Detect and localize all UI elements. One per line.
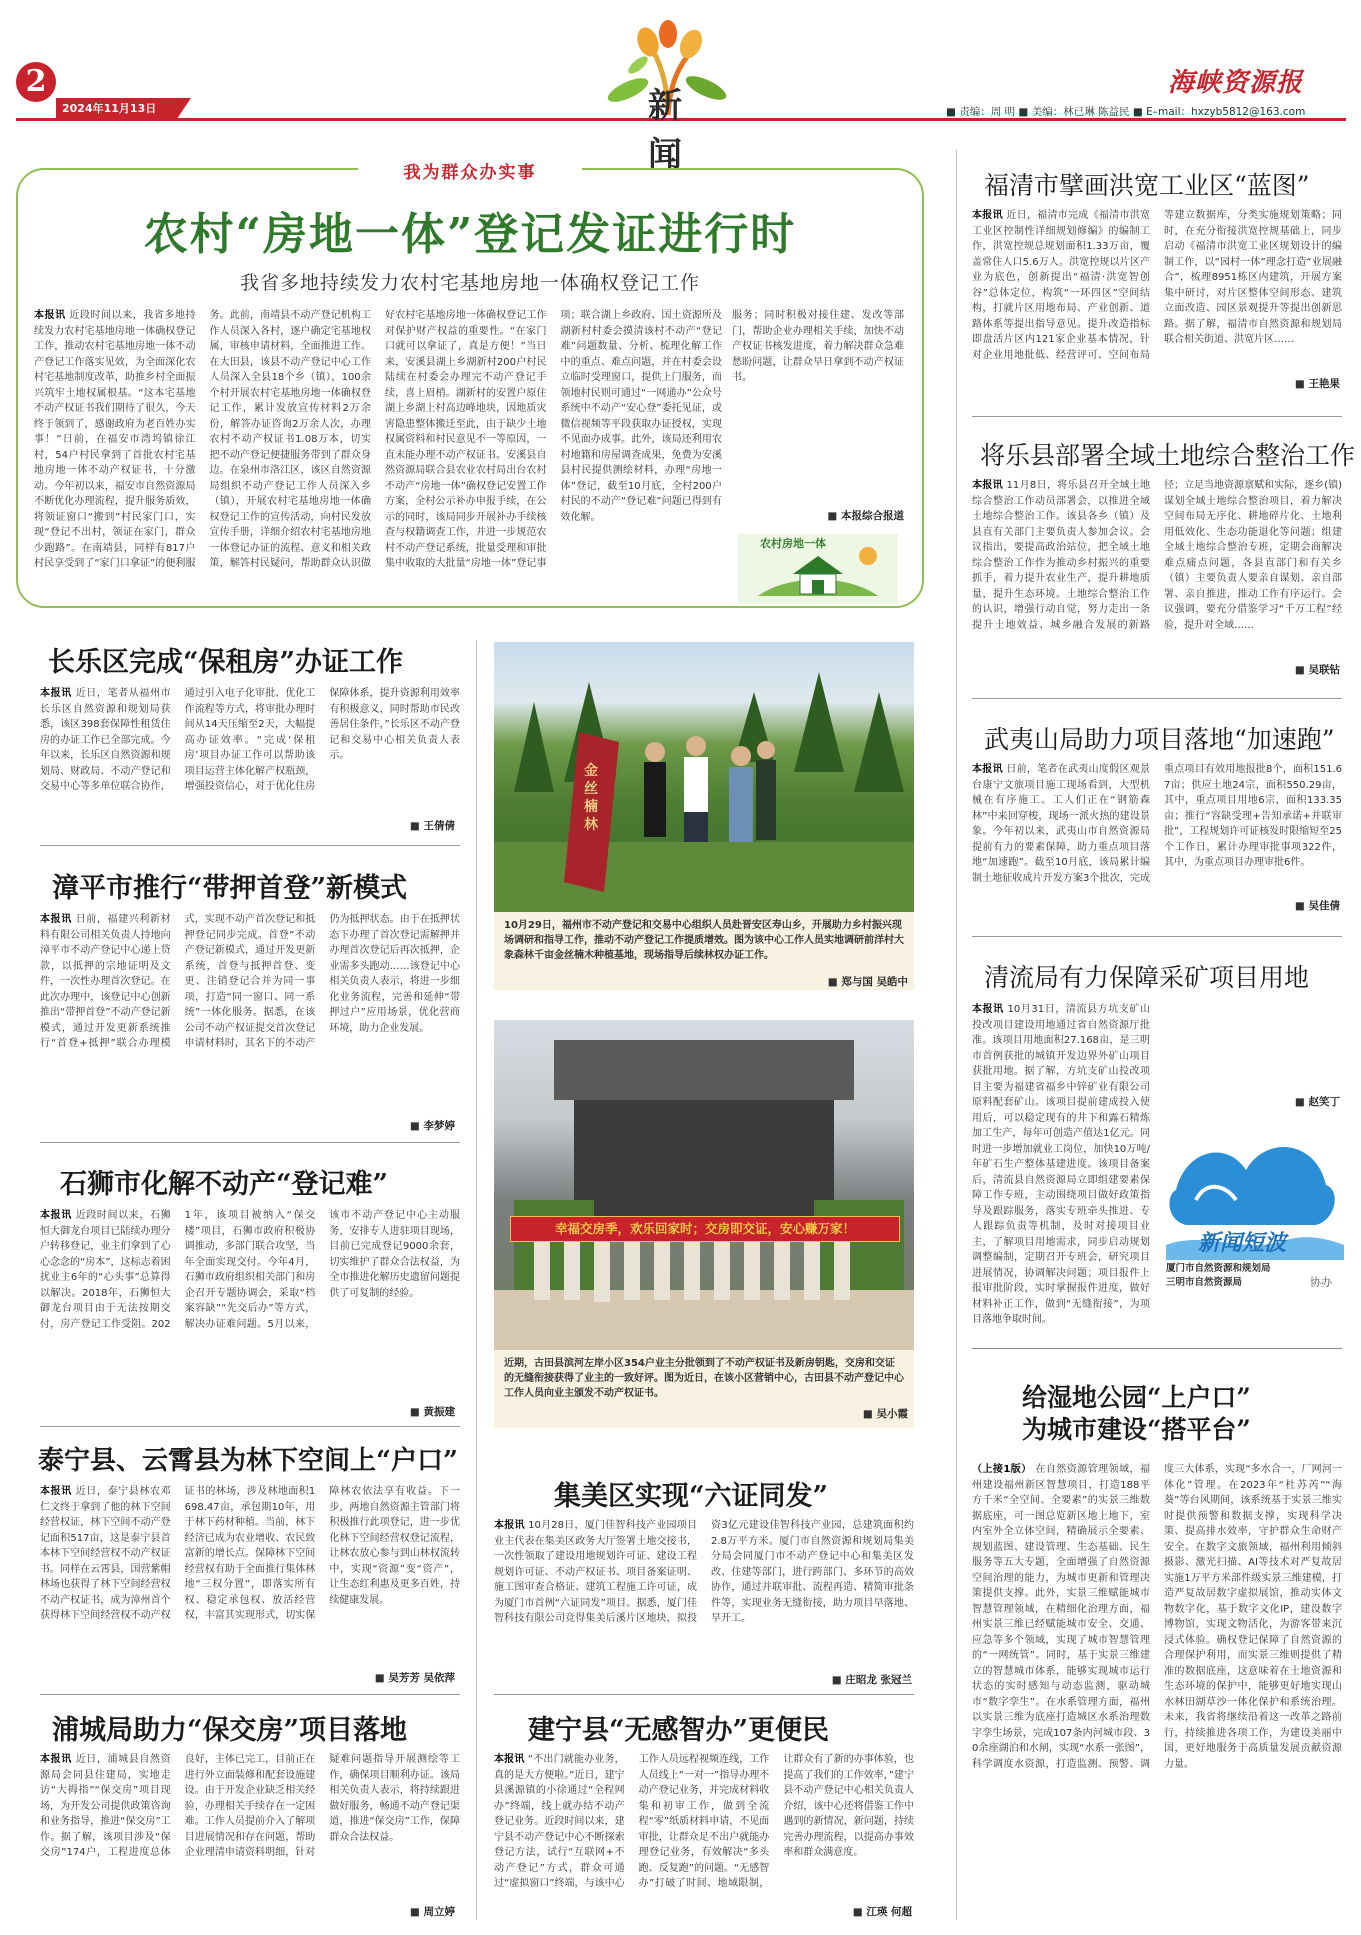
divider (40, 1694, 460, 1695)
article-lead: 本报讯 (972, 210, 1003, 221)
article-author-jimei: ■ 庄昭龙 张冠兰 (740, 1672, 912, 1687)
article-author-pucheng: ■ 周立婷 (300, 1904, 455, 1919)
feature-author: ■ 本报综合报道 (732, 508, 904, 523)
article-author-jianning: ■ 江瑛 何超 (780, 1904, 912, 1919)
article-author-zhangping: ■ 李梦婷 (300, 1118, 455, 1133)
article-lead: （上接1版） (972, 1464, 1032, 1475)
article-text: 日前，笔者在武夷山度假区观景台康宁文旅项目施工现场看到，大型机械在有序施工。工人们正在“钢筋森林”中来回穿梭，现场一派火热的建设景象。今年初以来，武夷山市自然资源局提前有力的要素保障，助力重点项目落地“加速跑”。截至10月底，该局累计编制土地征收成片开发方案3个批次，完成重点项目有效用地报批8个，面积151.67亩；供应土地24宗，面积550.29亩，其中，重点项目用地6宗，面积133.35亩；推行“容缺受理+告知承诺+并联审批”，工程规划许可证核发时限缩短至25个工作日，累计办理审批事项322件，其中，为重点项目办理审批6件。 (972, 764, 1342, 884)
article-author-wuyishan: ■ 吴佳倩 (1240, 898, 1340, 913)
article-lead: 本报讯 (494, 1520, 525, 1531)
article-lead: 本报讯 (972, 764, 1003, 775)
article-body-changle (40, 686, 460, 826)
news-brief-assist: 协办 (1310, 1276, 1332, 1289)
article-author-taining: ■ 吴芳芳 吴依萍 (290, 1670, 455, 1685)
photo-author-gutian: ■ 吴小霞 (760, 1406, 908, 1421)
divider (40, 845, 460, 846)
article-title-jimei: 集美区实现“六证同发” (554, 1481, 829, 1512)
article-lead: 本报讯 (40, 1210, 72, 1221)
forest-illustration (494, 642, 914, 912)
article-text: 10月31日，清流县方坑支矿山投改项目建设用地通过省自然资源厅批准。该项目用地面积27.168亩，是三明市首例获批的城镇开发边界外矿山项目获批用地。据了解，方坑支矿山投改项目主要为福建省福乡中锌矿业有限公司原料配套矿山。该项目提前建成投入使用后，可以稳定现有的井下和露石精炼加工生产，每年可创造产值达1亿元。同时进一步增加就业工岗位，加快10万吨/年矿石生产整体基建进度。该项目备案后，清流县自然资源局立即组建要素保障工作专班，主动围绕项目做好政策指导及跟踪服务，落实专班牵头推进、专人跟踪负责等机制，及时对接项目业主，了解项目用地需求，同步启动规划调整编制，定期召开专班会，研究项目进展情况，协调解决问题；项目报件上报审批阶段，实时掌握报件进度，做好材料补正工作，做到“无缝衔接”，为项目落地争取时间。 (972, 1004, 1150, 1325)
article-body-qingliu-a (972, 1002, 1150, 1386)
caption-text: 近期，古田县滨河左岸小区354户业主分批领到了不动产权证书及新房钥匙，交房和交证的无缝衔接获得了业主的一致好评。图为近日，在该小区营销中心，古田县不动产登记中心工作人员向业主颁发不动产权证书。 (504, 1358, 904, 1399)
news-brief-title: 新闻短波 (1198, 1230, 1287, 1256)
page-number-badge: 2 (16, 62, 56, 102)
article-text: 近段时间以来，石狮恒大御龙台项目已陆续办理分户转移登记，业主们拿到了心心念念的“房本”，这标志着困扰业主6年的“心头事”总算得以解决。2018年，石狮恒大御龙台项目由于无法按期交付，房产登记工作受阻。2021年，该项目被纳入“保交楼”项目，石狮市政府积极协调推动，多部门联合攻坚，当年全面实现交付。今年4月，石狮市政府组织相关部门和房企召开专题协调会，采取“档案容缺”“先交后办”等方式，解决办证难问题。5月以来，该市不动产登记中心主动服务，安排专人进驻项目现场，目前已完成登记9000余套，切实维护了群众合法权益，为全市推进化解历史遗留问题提供了可复制的经验。 (40, 1210, 460, 1330)
feature2-title-line2: 为城市建设“搭平台” (1022, 1415, 1251, 1444)
divider (40, 1142, 460, 1143)
feature2-body (972, 1462, 1342, 1918)
article-title-zhangping: 漳平市推行“带押首登”新模式 (52, 873, 408, 904)
editor-info: ■ 责编：周 明 ■ 美编：林已琳 陈益民 ■ E–mail：hxzyb5812@163.com (946, 106, 1306, 118)
divider (972, 698, 1342, 699)
article-body-qingliu-c (1164, 1112, 1165, 1113)
article-author-shishi: ■ 黄振建 (300, 1404, 455, 1419)
ceremony-illustration (494, 1020, 914, 1350)
article-text: 10月28日，厦门佳智科技产业园项目业主代表在集美区政务大厅签署土地交接书，一次性领取了建设用地规划许可证、建设工程规划许可证、不动产权证书、项目备案证明、施工图审查合格证、建筑工程施工许可证，成为厦门市首例“六证同发”项目。据悉，厦门佳智科技有限公司竞得集美后溪片区地块，拟投资3亿元建设佳智科技产业园，总建筑面积约2.8万平方米。厦门市自然资源和规划局集美分局会同厦门市不动产登记中心和集美区发改、住建等部门，进行跨部门、多环节的高效协作，通过并联审批、流程再造、精简审批条件等，实现业务无缝衔接，助力项目早落地、早开工。 (494, 1520, 914, 1624)
article-text: 近日，笔者从福州市长乐区自然资源和规划局获悉，该区398套保障性租赁住房的办证工作已全部完成。今年以来，长乐区自然资源和规划局、财政局、不动产登记和交易中心等多单位联合协作，通过引入电子化审批、优化工作流程等方式，将审批办理时间从14天压缩至2天，大幅提高办证效率。“完成‘保租房’项目办证工作可以帮助该项目运营主体化解产权瓶颈，增强投资信心，对于优化住房保障体系，提升资源利用效率有积极意义，同时帮助市民改善居住条件，”长乐区不动产登记和交易中心相关负责人表示。 (40, 688, 460, 792)
feature-kicker-text: 我为群众办实事 (403, 163, 537, 183)
feature-subtitle: 我省多地持续发力农村宅基地房地一体确权登记工作 (239, 272, 700, 294)
article-body-jianning (494, 1752, 914, 1918)
feature-tail-text: 服务；同时积极对接住建、发改等部门，帮助企业办理相关手续，加快不动产权证书核发进度，着力解决群众急难愁盼问题，让群众早日拿到不动产权证书。 (732, 310, 904, 383)
article-author-changle: ■ 王倩倩 (300, 818, 455, 833)
column-divider (956, 150, 957, 1920)
divider (40, 1426, 460, 1427)
house-stamp-label: 农村房地一体 (760, 537, 826, 550)
article-body-zhangping (40, 912, 460, 1132)
article-author-fuqing: ■ 王艳果 (1240, 376, 1340, 391)
feature-title: 农村“房地一体”登记发证进行时 (143, 209, 797, 260)
section-title: 新闻 (648, 86, 712, 175)
feature-kicker (358, 158, 582, 184)
header-date: 2024年11月13日 (62, 102, 157, 115)
article-lead: 本报讯 (972, 480, 1004, 491)
article-title-pucheng: 浦城局助力“保交房”项目落地 (52, 1715, 408, 1746)
article-body-taining (40, 1484, 460, 1684)
feature-body-tail (732, 308, 904, 504)
feature2-title-line1: 给湿地公园“上户口” (1022, 1383, 1251, 1412)
article-text: 日前，福建兴利新材料有限公司相关负责人持地向漳平市不动产登记中心递上贷款，以抵押的宗地证明及文件，一次性办理首次登记。在此次办理中，该登记中心创新推出“带押首登”不动产登记新模式，通过开发更新系统推行“首登+抵押”联合办理模式，实现不动产首次登记和抵押登记同步完成。首登”不动产登记新模式，通过开发更新系统，首登与抵押首登、变更、注销登记合并为同一事项，打造“同一窗口、同一系统”一体化服务。据悉，在该公司不动产权证提交首次登记申请材料时，其名下的不动产仍为抵押状态。由于在抵押状态下办理了首次登记需解押并办理首次登记后再次抵押，企业需多头跑动……该登记中心相关负责人表示，将进一步细化业务流程，完善和延伸“带押过户”应用场景，优化营商环境，助力企业发展。 (40, 914, 460, 1049)
photo-author-jinsinan: ■ 郑与国 吴皓中 (720, 974, 908, 989)
article-text: 近日，福清市完成《福清市洪宽工业区控制性详细规划修编》的编制工作，洪宽控规总规划面积1.33万亩，覆盖常住人口5.6万人。洪宽控规以片区产业为底色，创新提出“福清·洪宽智创谷”总体定位，构筑“一环四区”空间结构，打就片区用地布局、产业创新、道路体系等提出指导意见。提升改造指标即盘活片区内121家企业基本情况，针对企业用地批低、经营评可、空间布局等建立数据库，分类实施规划策略；同时，在充分衔接洪宽控规基础上，同步启动《福清市洪宽工业区规划设计的编制工作，以“园村一体”理念打造“业展融合”，梳理8951栋区内建筑，开展方案集中研讨，对片区整体空间形态、建筑立面改造、园区景观提升等提出创新思路。据了解，福清市自然资源和规划局联合相关街道、洪宽片区…… (972, 210, 1342, 361)
article-lead: 本报讯 (40, 914, 72, 925)
article-body-jiangle (972, 478, 1342, 674)
article-title-qingliu: 清流局有力保障采矿项目用地 (984, 963, 1310, 992)
feature-text: 近段时间以来，我省多地持续发力农村宅基地房地一体确权登记工作，推动农村宅基地房地一体不动产登记工作落实见效，为全面深化农村宅基地制度改革，助推乡村全面振兴筑牢土地权属根基。“这本宅基地不动产权证书我们期待了很久，今天终于领到了，感谢政府为老百姓办实事！”日前，在福安市湾坞镇徐江村，54户村民拿到了首批农村宅基地房地一体不动产权证书，十分激动。今年初以来，福安市自然资源局不断优化办理流程，提升服务质效，将领证窗口“搬到”村民家门口，实现“登记不出村，领证在家门，群众少跑路”。在南靖县，同样有817户村民享受到了“家门口拿证”的便利服务。此前，南靖县不动产登记机构工作人员深入各村，逐户确定宅基地权属，审核申请材料，全面推进工作。在大田县，该县不动产登记中心工作人员深入全县18个乡（镇），100余个村开展农村宅基地房地一体确权登记工作，累计发放宣传材料2万余份，解答办证咨询2万余人次，办理农村不动产权证书1.08万本，切实把不动产登记便捷服务带到了群众身边。在泉州市洛江区，该区自然资源局组织不动产登记工作人员深入乡（镇），开展农村宅基地房地一体确权登记工作的宣传活动，向村民发放宣传手册，详细介绍农村宅基地房地一体登记办证的流程、意义和相关政策，解答村民疑问，帮助群众认识做好农村宅基地房地一体确权登记工作对保护财产权益的重要性。“在家门口就可以拿证了，真是方便！”当日来，安溪县湖上乡湖新村200户村民陆续在村委会办理完不动产登记手续，喜上眉梢。湖新村的安置户原住湖上乡湖上村高边峰地块，因地质灾害隐患整体搬迁至此，由于缺少土地权属资料和村民意见不一等原因，一直未能办理不动产权证书。安溪县自然资源局联合县农业农村局出台农村不动产“房地一体”确权登记安置工作方案，全村公示补办申报手续，在公示的同时，该局同步开展补办手续核查与权籍调查工作，并进一步规范农村不动产登记系统，批量受理和审批集中收取的大批量“房地一体”登记事项；联合湖上乡政府、国土资源所及湖新村村委会摸清该村不动产“登记难”问题数量、分析、梳理化解工作中的重点、难点问题，并在村委会设立临时受理窗口，提供上门服务，而领地村民则可通过“一网通办”公众号系统中不动产“安心登”委托见证，或微信视频等平段获取办证授权，实现不见面办成事。此外，该局还利用农村地籍和房屋调查成果，免费为安溪县村民提供测绘材料，办理“房地一体”登记，截至10月底，全村200户村民的不动产“登记难”问题已得到有效化解。 (34, 310, 722, 569)
article-lead: 本报讯 (40, 1486, 72, 1497)
article-lead: 本报讯 (494, 1754, 525, 1765)
article-text: 11月8日，将乐县召开全域土地综合整治工作动员部署会，以推进全域土地综合整治工作。该县各乡（镇）及县直有关部门主要负责人参加会议。会议指出，要提高政治站位，把全域土地综合整治工作作为推动乡村振兴的重要抓手，着力提升农业生产，提升耕地质量，提升生态环境。土地综合整治工作的认识，增强行动自觉，努力走出一条提升土地效益、城乡融合发展的新路径；立足当地资源禀赋和实际，逐乡(镇)谋划全域土地综合整治项目，着力解决空间布局无序化、耕地碎片化、土地利用低效化、生态功能退化等问题；组建全域土地综合整治专班，定期会商解决难点痛点问题，各县直部门和有关乡（镇）主要负责人要亲自谋划、亲自部署、亲自推进，推动工作有序运行。会议强调，要充分借鉴学习“千万工程”经验，提升对全域…… (972, 480, 1342, 631)
article-text: 近日，泰宁县林农邓仁文终于拿到了他的林下空间经营权证，林下空间不动产登记面积517亩，这是泰宁县首本林下空间经营权不动产权证书。同样在云霄县，国营紫帽林场也获得了林下空间经营权不动产权证书，成为漳州首个获得林下空间经营权不动产权证书的林场，涉及林地面积1698.47亩，承包期10年，用于林下药材种植。当前，林下经济已成为农业增收、农民致富新的增长点。保障林下空间经营权有助于全面推行集体林地“三权分置”，即落实所有权、稳定承包权、放活经营权，丰富其实现形式，切实保障林农依法享有收益。下一步，两地自然资源主管部门将积极推行此项登记，进一步优化林下空间经营权登记流程，让林农放心参与到山林权流转中，实现“资源”变“资产”，让生态红利惠及更多百姓，持续健康发展。 (40, 1486, 460, 1621)
article-title-jiangle: 将乐县部署全域土地综合整治工作 (980, 441, 1356, 470)
article-title-shishi: 石狮市化解不动产“登记难” (60, 1169, 389, 1200)
article-body-wuyishan (972, 762, 1342, 910)
photo-gutian-handover (494, 1020, 914, 1350)
article-title-jianning: 建宁县“无感智办”更便民 (528, 1715, 830, 1746)
article-body-jimei (494, 1518, 914, 1686)
article-body-fuqing (972, 208, 1342, 388)
article-lead: 本报讯 (972, 1004, 1004, 1015)
divider (972, 416, 1342, 417)
divider (494, 1694, 914, 1695)
divider (972, 1348, 1342, 1349)
ceremony-banner: 幸福交房季，欢乐回家时；交房即交证，安心赚万家！ (510, 1216, 900, 1242)
article-title-wuyishan: 武夷山局助力项目落地“加速跑” (984, 725, 1335, 754)
article-title-fuqing: 福清市擘画洪宽工业区“蓝图” (984, 171, 1310, 200)
article-title-changle: 长乐区完成“保租房”办证工作 (48, 647, 404, 678)
article-title-taining: 泰宁县、云霄县为林下空间上“户口” (38, 1446, 458, 1476)
feature-body (34, 308, 722, 598)
article-body-shishi (40, 1208, 460, 1418)
caption-text: 10月29日，福州市不动产登记和交易中心组织人员赴晋安区寿山乡，开展助力乡村振兴现场调研和指导工作，推动不动产登记工作提质增效。图为该中心工作人员实地调研前洋村大象森林千亩金丝楠木种植基地，现场指导后续林权办证工作。 (504, 920, 904, 961)
article-lead: 本报讯 (40, 1754, 72, 1765)
photo-jinsinan-forest (494, 642, 914, 912)
article-text: 在自然资源管理领域，福州建设福州新区智慧项目，打造188平方千米“全空间、全要素”的实景三维数据底座，可一图总览新区地上地下，室内室外全立体空间，精确展示全要素、规划蓝图、建设管理、生态基础、民生服务等五大专题，全面增强了自然资源空间治理的能力，为城市更新和管理决策提供支撑。此外，实景三维赋能城市智慧管理领域，在精细化治理方面，福州实景三维已经赋能城市安全、交通、应急等多个领域，实现了城市智慧管理的“一网统管”。同时，基于实景三维建立的智慧城市体系，能够实现城市运行状态的实时感知与动态监测，驱动城市“数字孪生”。在水系管理方面，福州以实景三维为底座打造城区水系治理数字孪生场景，完成107条内河城市段、30余座湖泊和水闸，实现“水系一张图”，科学调度水资源，打造监测、预警、调度三大体系，实现“多水合一，厂网河一体化”管理。在2023年“杜苏芮”“海葵”等台风期间，该系统基于实景三维实时提供预警和数据支撑，实现科学决策、提高排水效率，守护群众生命财产安全。在数字文旅领域，福州利用倾斜摄影、激光扫描、AI等技术对严复故居实施1万平方米部件级实景三维建模，打造严复故居数字虚拟展馆，推动实体文物数字化，基于数字文化IP，建设数字博物馆，实现文物活化，为游客带来沉浸式体验。确权登记保障了自然资源的合理保护利用，而实景三维则提供了精准的数据底座，这意味着在土地资源和生态环境的保护中，能够更好地实现山水林田湖草沙一体化保护和系统治理。未来，我省将继续沿着这一改革之路前行，持续推进各项工作，为建设美丽中国，更好地服务于高质量发展贡献资源力量。 (972, 1464, 1342, 1770)
divider (972, 936, 1342, 937)
article-author-jiangle: ■ 吴联钻 (1240, 662, 1340, 677)
news-brief-orgs: 厦门市自然资源和规划局 三明市自然资源局 (1166, 1263, 1271, 1288)
forest-sign-text: 金丝楠林 (584, 763, 598, 833)
article-author-qingliu: ■ 赵笑丁 (1240, 1094, 1340, 1109)
article-lead: 本报讯 (40, 688, 72, 699)
column-divider (476, 640, 477, 1920)
masthead-logo: 海峡资源报 (1168, 68, 1304, 98)
article-text: “不出门就能办业务，真的是大方便啦。”近日，建宁县溪源镇的小徐通过“全程网办”终端，线上就办结不动产登记业务。近段时间以来，建宁县不动产登记中心不断探索登记方法，试行“互联网+不动产登记”方式，群众可通过“虚拟窗口”终端，与该中心工作人员远程视频连线，工作人员线上“一对一”指导办理不动产登记业务，并完成材料收集和初审工作，做到全流程“零”纸质材料申请，不见面审批，让群众足不出户就能办理登记业务，有效解决“多头跑、反复跑”的问题。“无感智办”打破了时间、地域限制，让群众有了新的办事体验，也提高了我们的工作效率，”建宁县不动产登记中心相关负责人介绍，该中心还将借鉴工作中遇到的新情况，新问题，持续完善办理流程，以提高办事效率和群众满意度。 (494, 1754, 914, 1889)
article-body-pucheng (40, 1752, 460, 1918)
feature-lead: 本报讯 (34, 310, 66, 321)
article-text: 近日，浦城县自然资源局会同县住建局，实地走访“大拇指”“保交房”项目现场，为开发公司提供政策咨询和业务指导，推进“保交房”工作。据了解，该项目涉及“保交房”174户，工程进度总体良好，主体已完工，目前正在进行外立面装修和配套设施建设。由于开发企业缺乏相关经验，办理相关手续存在一定困难。工作人员提前介入了解项目进展情况和存在问题，帮助企业理清申请资料明细，针对疑难问题指导开展测绘等工作，确保项目顺利办证。该局相关负责人表示，将持续跟进做好服务，畅通不动产登记渠道，推进“保交房”工作，保障群众合法权益。 (40, 1754, 460, 1858)
